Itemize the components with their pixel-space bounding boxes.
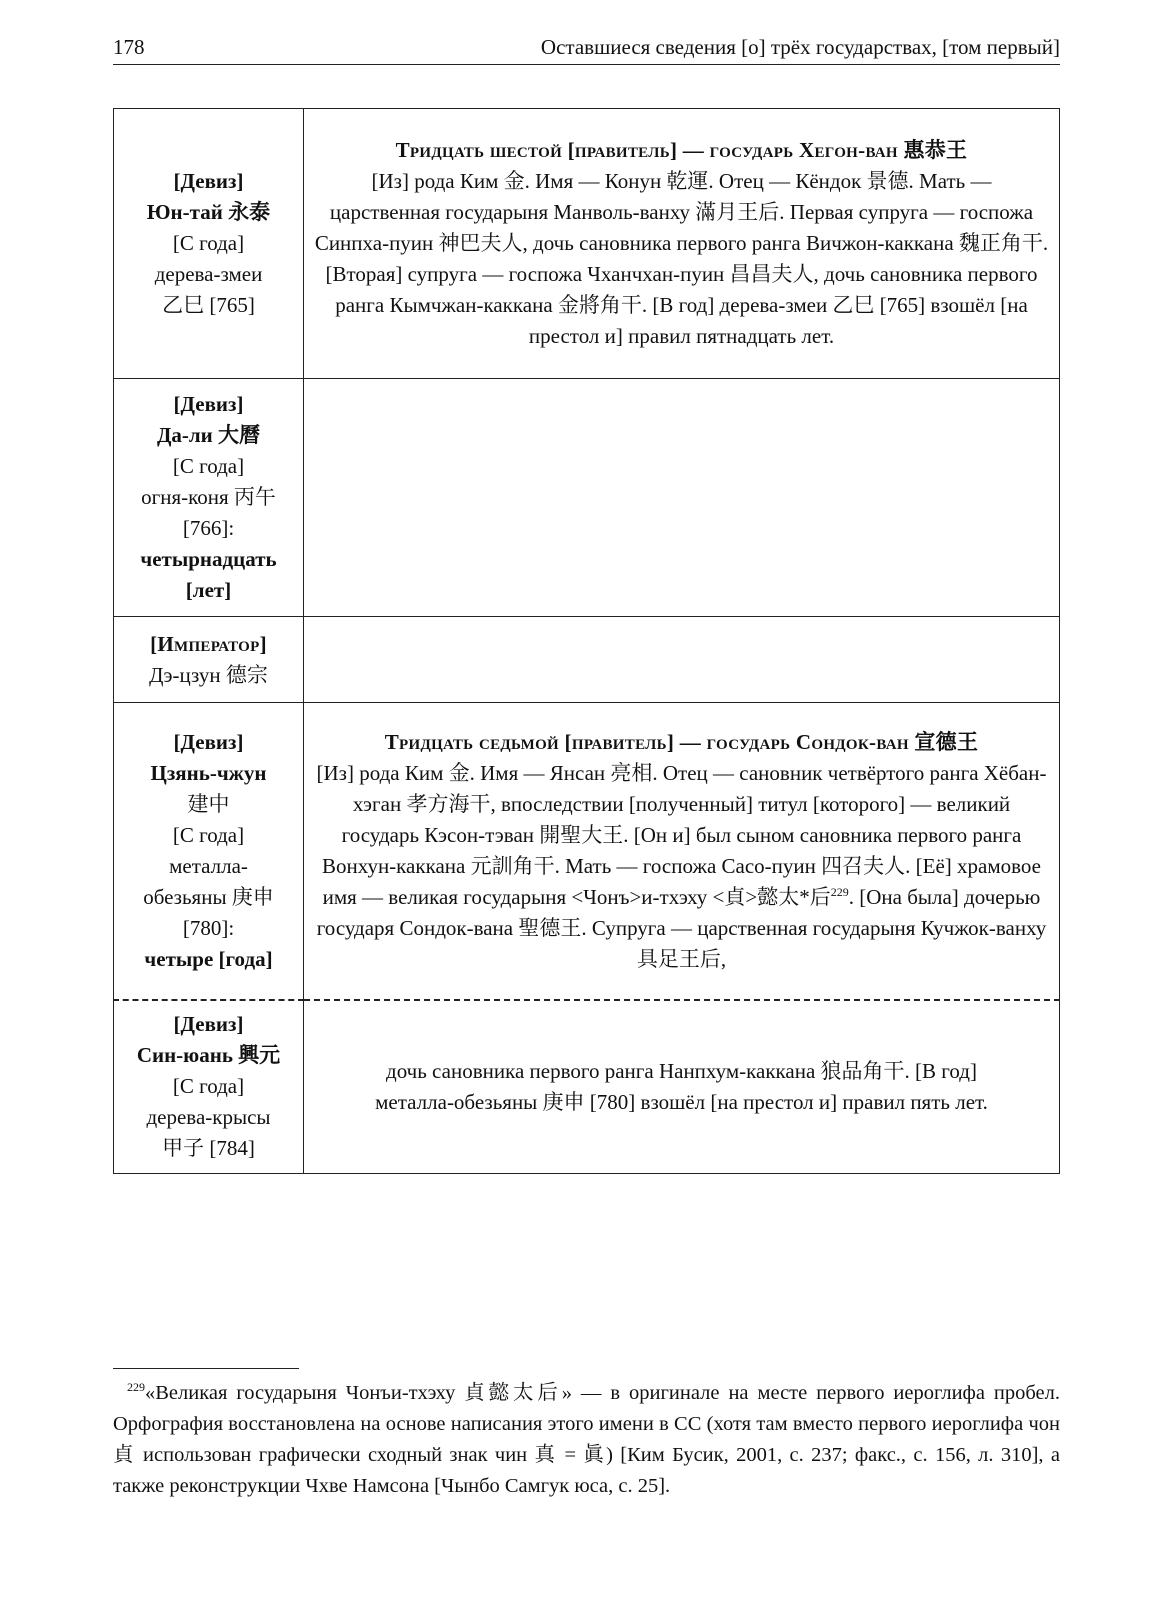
footnote-ref[interactable]: 229 bbox=[830, 884, 849, 899]
era-cell bbox=[114, 703, 304, 1000]
era-cell bbox=[114, 109, 304, 379]
page-header bbox=[113, 34, 1060, 65]
era-line: 乙巳 [765] bbox=[162, 293, 255, 317]
table-row bbox=[114, 379, 1060, 617]
ruler-cell bbox=[304, 703, 1060, 1000]
ruler-text-part: . [Она была] дочерью государя Сондок-вана 聖德王. Супруга — царственная государыня Кучжок-ванху 具足王后, bbox=[316, 884, 1047, 971]
era-label: [Девиз] bbox=[173, 1012, 244, 1037]
footnote-text: «Великая государыня Чонъи-тхэху 貞懿太后» — в оригинале на месте первого иероглифа пробел. Орфография восстановлена на основе написания этого имени в СС (хотя там вместо первого иероглифа чон 貞 использован графически сходный знак чин 真 = 眞) [Ким Бусик, 2001, с. 237; факс., с. 156, л. 310], а также реконструкции Чхве Намсона [Чынбо Самгук юса, с. 25]. bbox=[113, 1382, 1060, 1497]
ruler-text: [Из] рода Ким 金. Имя — Конун 乾運. Отец — Кёндок 景德. Мать — царственная государыня Манволь-ванху 滿月王后. Первая супруга — госпожа Синпха-пуин 神巴夫人, дочь сановника первого ранга Вичжон-каккана 魏正角干. [Вторая] супруга — госпожа Чханчхан-пуин 昌昌夫人, дочь сановника первого ранга Кымчжан-каккана 金將角干. [В год] дерева-змеи 乙巳 [765] взошёл [на престол и] правил пятнадцать лет. bbox=[314, 169, 1049, 348]
era-line: [780]: bbox=[182, 915, 235, 940]
emperor-cell bbox=[114, 617, 304, 703]
era-duration: четыре [года] bbox=[144, 946, 273, 971]
era-line: [С года] bbox=[172, 231, 245, 255]
era-name: Юн-тай 永泰 bbox=[146, 200, 271, 224]
era-line: металла- bbox=[169, 853, 248, 878]
ruler-cell bbox=[304, 1000, 1060, 1174]
empty-cell bbox=[304, 379, 1060, 617]
era-name: Син-юань 興元 bbox=[136, 1043, 281, 1068]
era-line: [С года] bbox=[172, 454, 245, 478]
ruler-title: Тридцать седьмой [правитель] — государь Сондок-ван 宣德王 bbox=[384, 729, 979, 754]
footnote bbox=[113, 1378, 1060, 1502]
ruler-text bbox=[314, 758, 1049, 975]
running-title: Оставшиеся сведения [о] трёх государствах, [том первый] bbox=[540, 35, 1060, 59]
ruler-text-part: [Из] рода Ким 金. Имя — Янсан 亮相. Отец — сановник четвёртого ранга Хёбан-хэган 孝方海干, впоследствии [полученный] титул [которого] — великий государь Кэсон-тэван 開聖大王. [Он и] был сыном сановника первого ранга Вонхун-каккана 元訓角干. Мать — госпожа Сасо-пуин 四召夫人. [Её] храмовое имя — великая государыня <Чонъ>и-тхэху <貞>懿太*后 bbox=[316, 760, 1047, 909]
ruler-text: дочь сановника первого ранга Нанпхум-каккана 狼品角干. [В год] металла-обезьяны 庚申 [780] взошёл [на престол и] правил пять лет. bbox=[375, 1058, 988, 1114]
table-row bbox=[114, 1000, 1060, 1174]
table-row bbox=[114, 109, 1060, 379]
empty-cell bbox=[304, 617, 1060, 703]
era-name: Да-ли 大曆 bbox=[156, 423, 261, 447]
annals-table bbox=[113, 108, 1060, 1174]
era-line: дерева-змеи bbox=[154, 262, 263, 286]
table-row bbox=[114, 617, 1060, 703]
era-line: [С года] bbox=[172, 822, 245, 847]
era-line: дерева-крысы bbox=[146, 1105, 271, 1130]
era-line: 建中 bbox=[187, 791, 230, 816]
era-line: [С года] bbox=[172, 1074, 245, 1099]
era-line: [766]: bbox=[182, 516, 235, 540]
era-label: [Девиз] bbox=[173, 169, 244, 193]
footnote-rule bbox=[113, 1368, 299, 1369]
era-duration: четырнадцать bbox=[140, 547, 277, 571]
table-row bbox=[114, 703, 1060, 1000]
era-cell bbox=[114, 379, 304, 617]
era-name: Цзянь-чжун bbox=[150, 760, 267, 785]
page-number: 178 bbox=[113, 35, 145, 59]
era-label: [Девиз] bbox=[173, 729, 244, 754]
era-label: [Девиз] bbox=[173, 392, 244, 416]
emperor-label: [Император] bbox=[150, 631, 267, 656]
era-duration: [лет] bbox=[185, 578, 232, 602]
ruler-cell bbox=[304, 109, 1060, 379]
era-line: 甲子 [784] bbox=[162, 1136, 255, 1161]
emperor-name: Дэ-цзун 德宗 bbox=[149, 662, 268, 687]
era-line: обезьяны 庚申 bbox=[143, 884, 274, 909]
footnote-number: 229 bbox=[127, 1380, 145, 1395]
ruler-title: Тридцать шестой [правитель] — государь Хегон-ван 惠恭王 bbox=[395, 138, 968, 162]
era-cell bbox=[114, 1000, 304, 1174]
era-line: огня-коня 丙午 bbox=[141, 485, 276, 509]
